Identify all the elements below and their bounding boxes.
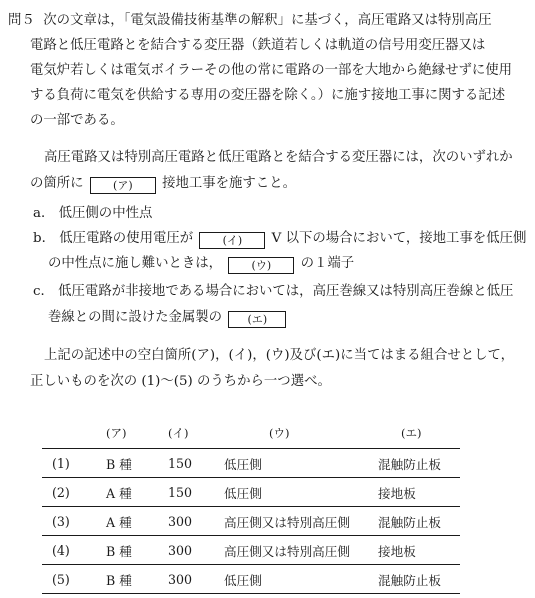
choice-plate: 接地板 [378, 543, 416, 559]
blank-d-box: (エ) [228, 311, 286, 328]
item-b-post: V 以下の場合において，接地工事を低圧側 [271, 231, 527, 246]
table-row[interactable] [42, 536, 460, 565]
statement-line-1: 高圧電路又は特別高圧電路と低圧電路とを結合する変圧器には，次のいずれか [44, 150, 513, 165]
question-text-line-2: 電路と低圧電路とを結合する変圧器（鉄道若しくは軌道の信号用変圧器又は [30, 38, 486, 53]
blank-c-box: (ウ) [228, 257, 294, 274]
statement-line-2-pre: の箇所に [30, 176, 84, 191]
question-text-line-1 [8, 12, 492, 30]
choice-grounding-class: B 種 [106, 543, 132, 559]
choice-plate: 混触防止板 [378, 514, 441, 530]
item-b-line-2-pre: の中性点に施し難いときは， [48, 256, 223, 271]
statement-line-2 [30, 175, 296, 194]
choice-terminal-side: 低圧側 [224, 485, 262, 501]
choice-number: (5) [52, 571, 70, 587]
choice-terminal-side: 低圧側 [224, 572, 262, 588]
item-a [33, 205, 152, 223]
header-cell-number [42, 418, 105, 449]
choice-grounding-class: B 種 [106, 572, 132, 588]
choice-grounding-class: B 種 [106, 456, 132, 472]
blank-a-box: (ア) [90, 177, 156, 194]
table-row[interactable] [42, 449, 460, 478]
choice-grounding-class: A 種 [106, 514, 132, 530]
blank-b-box: (イ) [199, 232, 265, 249]
choice-voltage: 300 [168, 571, 193, 587]
question-number: 問５ [8, 13, 35, 28]
choice-number: (2) [52, 484, 70, 500]
choice-number: (3) [52, 513, 70, 529]
item-b-line-1 [33, 230, 526, 249]
question-text-line-4: する負荷に電気を供給する専用の変圧器を除く。）に施す接地工事に関する記述 [30, 88, 506, 103]
choice-voltage: 300 [168, 513, 193, 529]
choice-number: (1) [52, 455, 70, 471]
choice-terminal-side: 高圧側又は特別高圧側 [224, 514, 350, 530]
table-header-row [42, 418, 460, 449]
item-b-pre: 低圧電路の使用電圧が [59, 231, 194, 246]
item-a-label: a． [33, 206, 55, 221]
choice-number: (4) [52, 542, 70, 558]
header-cell-c: (ウ) [269, 426, 290, 440]
question-line-1-text: 次の文章は，「電気設備技術基準の解釈」に基づく，高圧電路又は特別高圧 [43, 13, 492, 28]
item-c-line-1-text: 低圧電路が非接地である場合においては，高圧巻線又は特別高圧巻線と低圧 [58, 284, 514, 299]
choice-voltage: 150 [168, 455, 193, 471]
choice-plate: 接地板 [378, 485, 416, 501]
prompt-line-1: 上記の記述中の空白箇所(ア)，(イ)，(ウ)及び(エ)に当てはまる組合せとして， [44, 348, 515, 363]
choice-plate: 混触防止板 [378, 572, 441, 588]
item-c-line-2-pre: 巻線との間に設けた金属製の [48, 310, 223, 325]
item-c-label: c． [33, 284, 54, 299]
table-row[interactable] [42, 478, 460, 507]
answer-choices-table [42, 418, 460, 594]
header-cell-a: (ア) [106, 426, 127, 440]
item-c-line-1 [33, 283, 513, 301]
choice-voltage: 300 [168, 542, 193, 558]
choice-grounding-class: A 種 [106, 485, 132, 501]
item-c-line-2 [48, 309, 288, 328]
header-cell-b: (イ) [168, 426, 189, 440]
table-row[interactable] [42, 507, 460, 536]
item-b-line-2 [48, 255, 354, 274]
item-a-text: 低圧側の中性点 [58, 206, 153, 221]
choice-voltage: 150 [168, 484, 193, 500]
table-row[interactable] [42, 565, 460, 594]
item-b-label: b． [33, 231, 55, 246]
question-text-line-3: 電気炉若しくは電気ボイラーその他の常に電路の一部を大地から絶縁せずに使用 [30, 63, 513, 78]
choice-terminal-side: 低圧側 [224, 456, 262, 472]
prompt-line-2: 正しいものを次の (1)～(5) のうちから一つ選べ。 [30, 374, 331, 389]
statement-line-2-post: 接地工事を施すこと。 [162, 176, 296, 191]
item-b-line-2-post: の１端子 [300, 256, 355, 271]
question-text-line-5: の一部である。 [30, 113, 124, 128]
header-cell-d: (エ) [401, 426, 422, 440]
choice-plate: 混触防止板 [378, 456, 441, 472]
choice-terminal-side: 高圧側又は特別高圧側 [224, 543, 350, 559]
